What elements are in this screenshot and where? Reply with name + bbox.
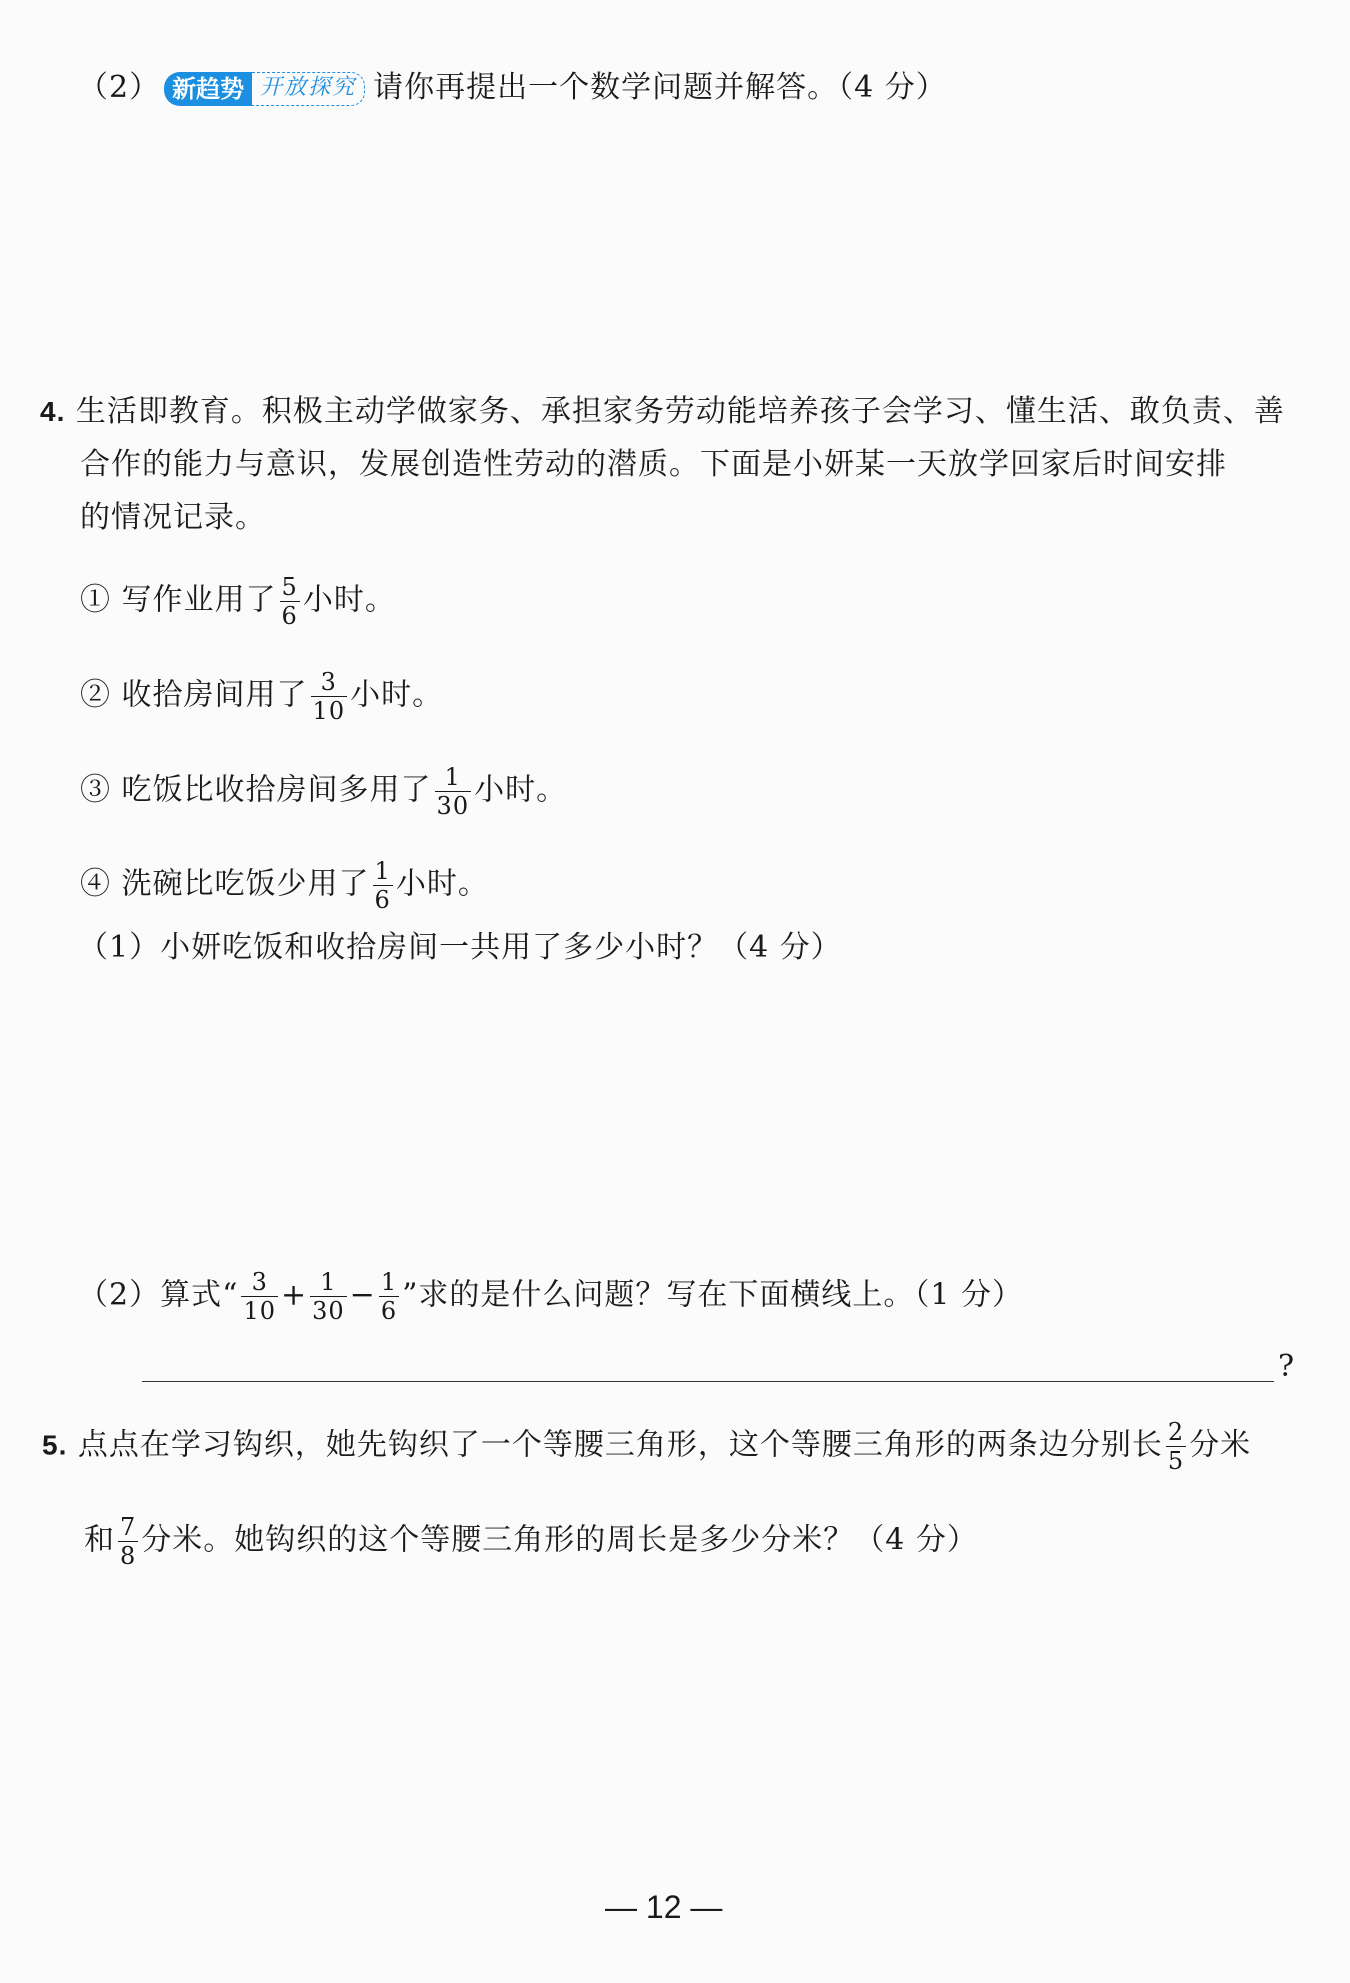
q5-line1	[42, 1418, 1251, 1475]
numerator: 1	[444, 763, 461, 791]
item-unit: 小时。	[302, 582, 396, 618]
page-number: — 12 —	[605, 1889, 723, 1925]
fraction	[311, 668, 348, 725]
q5-and: 和	[84, 1522, 115, 1558]
item-text: 洗碗比吃饭少用了	[121, 866, 370, 902]
fraction	[118, 1513, 138, 1570]
q4-intro-line2: 合作的能力与意识，发展创造性劳动的潜质。下面是小妍某一天放学回家后时间安排	[80, 447, 1227, 482]
denominator: 6	[374, 886, 391, 914]
fraction	[241, 1268, 278, 1325]
numerator: 5	[281, 573, 298, 601]
fraction	[435, 763, 472, 820]
fraction	[379, 1268, 399, 1325]
q4-item-2	[80, 668, 443, 725]
denominator: 6	[380, 1297, 398, 1325]
badge-main: 新趋势	[164, 72, 252, 106]
denominator: 6	[281, 602, 298, 630]
q4-intro-text: 生活即教育。积极主动学做家务、承担家务劳动能培养孩子会学习、懂生活、敢负责、善	[75, 394, 1285, 429]
q3-part2-label: （2）	[78, 70, 161, 105]
numerator: 1	[320, 1268, 337, 1296]
q5-unit: 分米	[1189, 1427, 1252, 1463]
q3-part2-text: 请你再提出一个数学问题并解答。（4 分）	[373, 70, 947, 105]
item-marker: ②	[80, 677, 111, 713]
q4-item-4	[80, 857, 489, 914]
q4-intro-line3: 的情况记录。	[80, 500, 266, 535]
numerator: 1	[374, 857, 391, 885]
fraction	[1166, 1418, 1186, 1475]
fraction	[280, 573, 300, 630]
item-text: 吃饭比收拾房间多用了	[121, 772, 432, 808]
item-marker: ③	[80, 772, 111, 808]
q4-number: 4.	[40, 396, 66, 427]
q5-number: 5.	[42, 1429, 68, 1461]
item-unit: 小时。	[395, 866, 489, 902]
denominator: 10	[312, 697, 346, 725]
numerator: 1	[380, 1268, 398, 1296]
q4-part2	[78, 1268, 1023, 1325]
part2-text: ”求的是什么问题？写在下面横线上。（1 分）	[402, 1277, 1024, 1313]
q5-text: 点点在学习钩织，她先钩织了一个等腰三角形，这个等腰三角形的两条边分别长	[77, 1427, 1163, 1463]
fraction	[310, 1268, 347, 1325]
fraction	[373, 857, 393, 914]
denominator: 10	[243, 1297, 276, 1325]
minus-operator: −	[349, 1277, 376, 1313]
q3-part2	[78, 68, 947, 108]
item-text: 写作业用了	[121, 582, 277, 618]
answer-line[interactable]	[142, 1381, 1274, 1382]
q5-question: 分米。她钩织的这个等腰三角形的周长是多少分米？（4 分）	[141, 1522, 978, 1558]
plus-operator: +	[280, 1277, 308, 1313]
numerator: 3	[251, 1268, 268, 1296]
item-marker: ①	[80, 582, 111, 618]
item-text: 收拾房间用了	[121, 677, 308, 713]
denominator: 5	[1167, 1447, 1185, 1475]
q4-intro-line1	[40, 392, 1285, 432]
denominator: 30	[436, 792, 470, 820]
q4-part1: （1）小妍吃饭和收拾房间一共用了多少小时？（4 分）	[78, 930, 842, 965]
part2-label: （2）算式“	[78, 1277, 239, 1313]
numerator: 2	[1167, 1418, 1185, 1446]
item-unit: 小时。	[474, 772, 568, 808]
answer-question-mark: ?	[1278, 1349, 1296, 1384]
denominator: 8	[120, 1542, 137, 1570]
q5-line2	[84, 1513, 978, 1570]
new-trend-badge	[164, 72, 365, 106]
badge-sub: 开放探究	[252, 72, 365, 106]
numerator: 3	[320, 668, 337, 696]
denominator: 30	[312, 1297, 345, 1325]
item-marker: ④	[80, 866, 111, 902]
numerator: 7	[120, 1513, 137, 1541]
item-unit: 小时。	[350, 677, 444, 713]
q4-item-1	[80, 573, 396, 630]
q4-item-3	[80, 763, 567, 820]
